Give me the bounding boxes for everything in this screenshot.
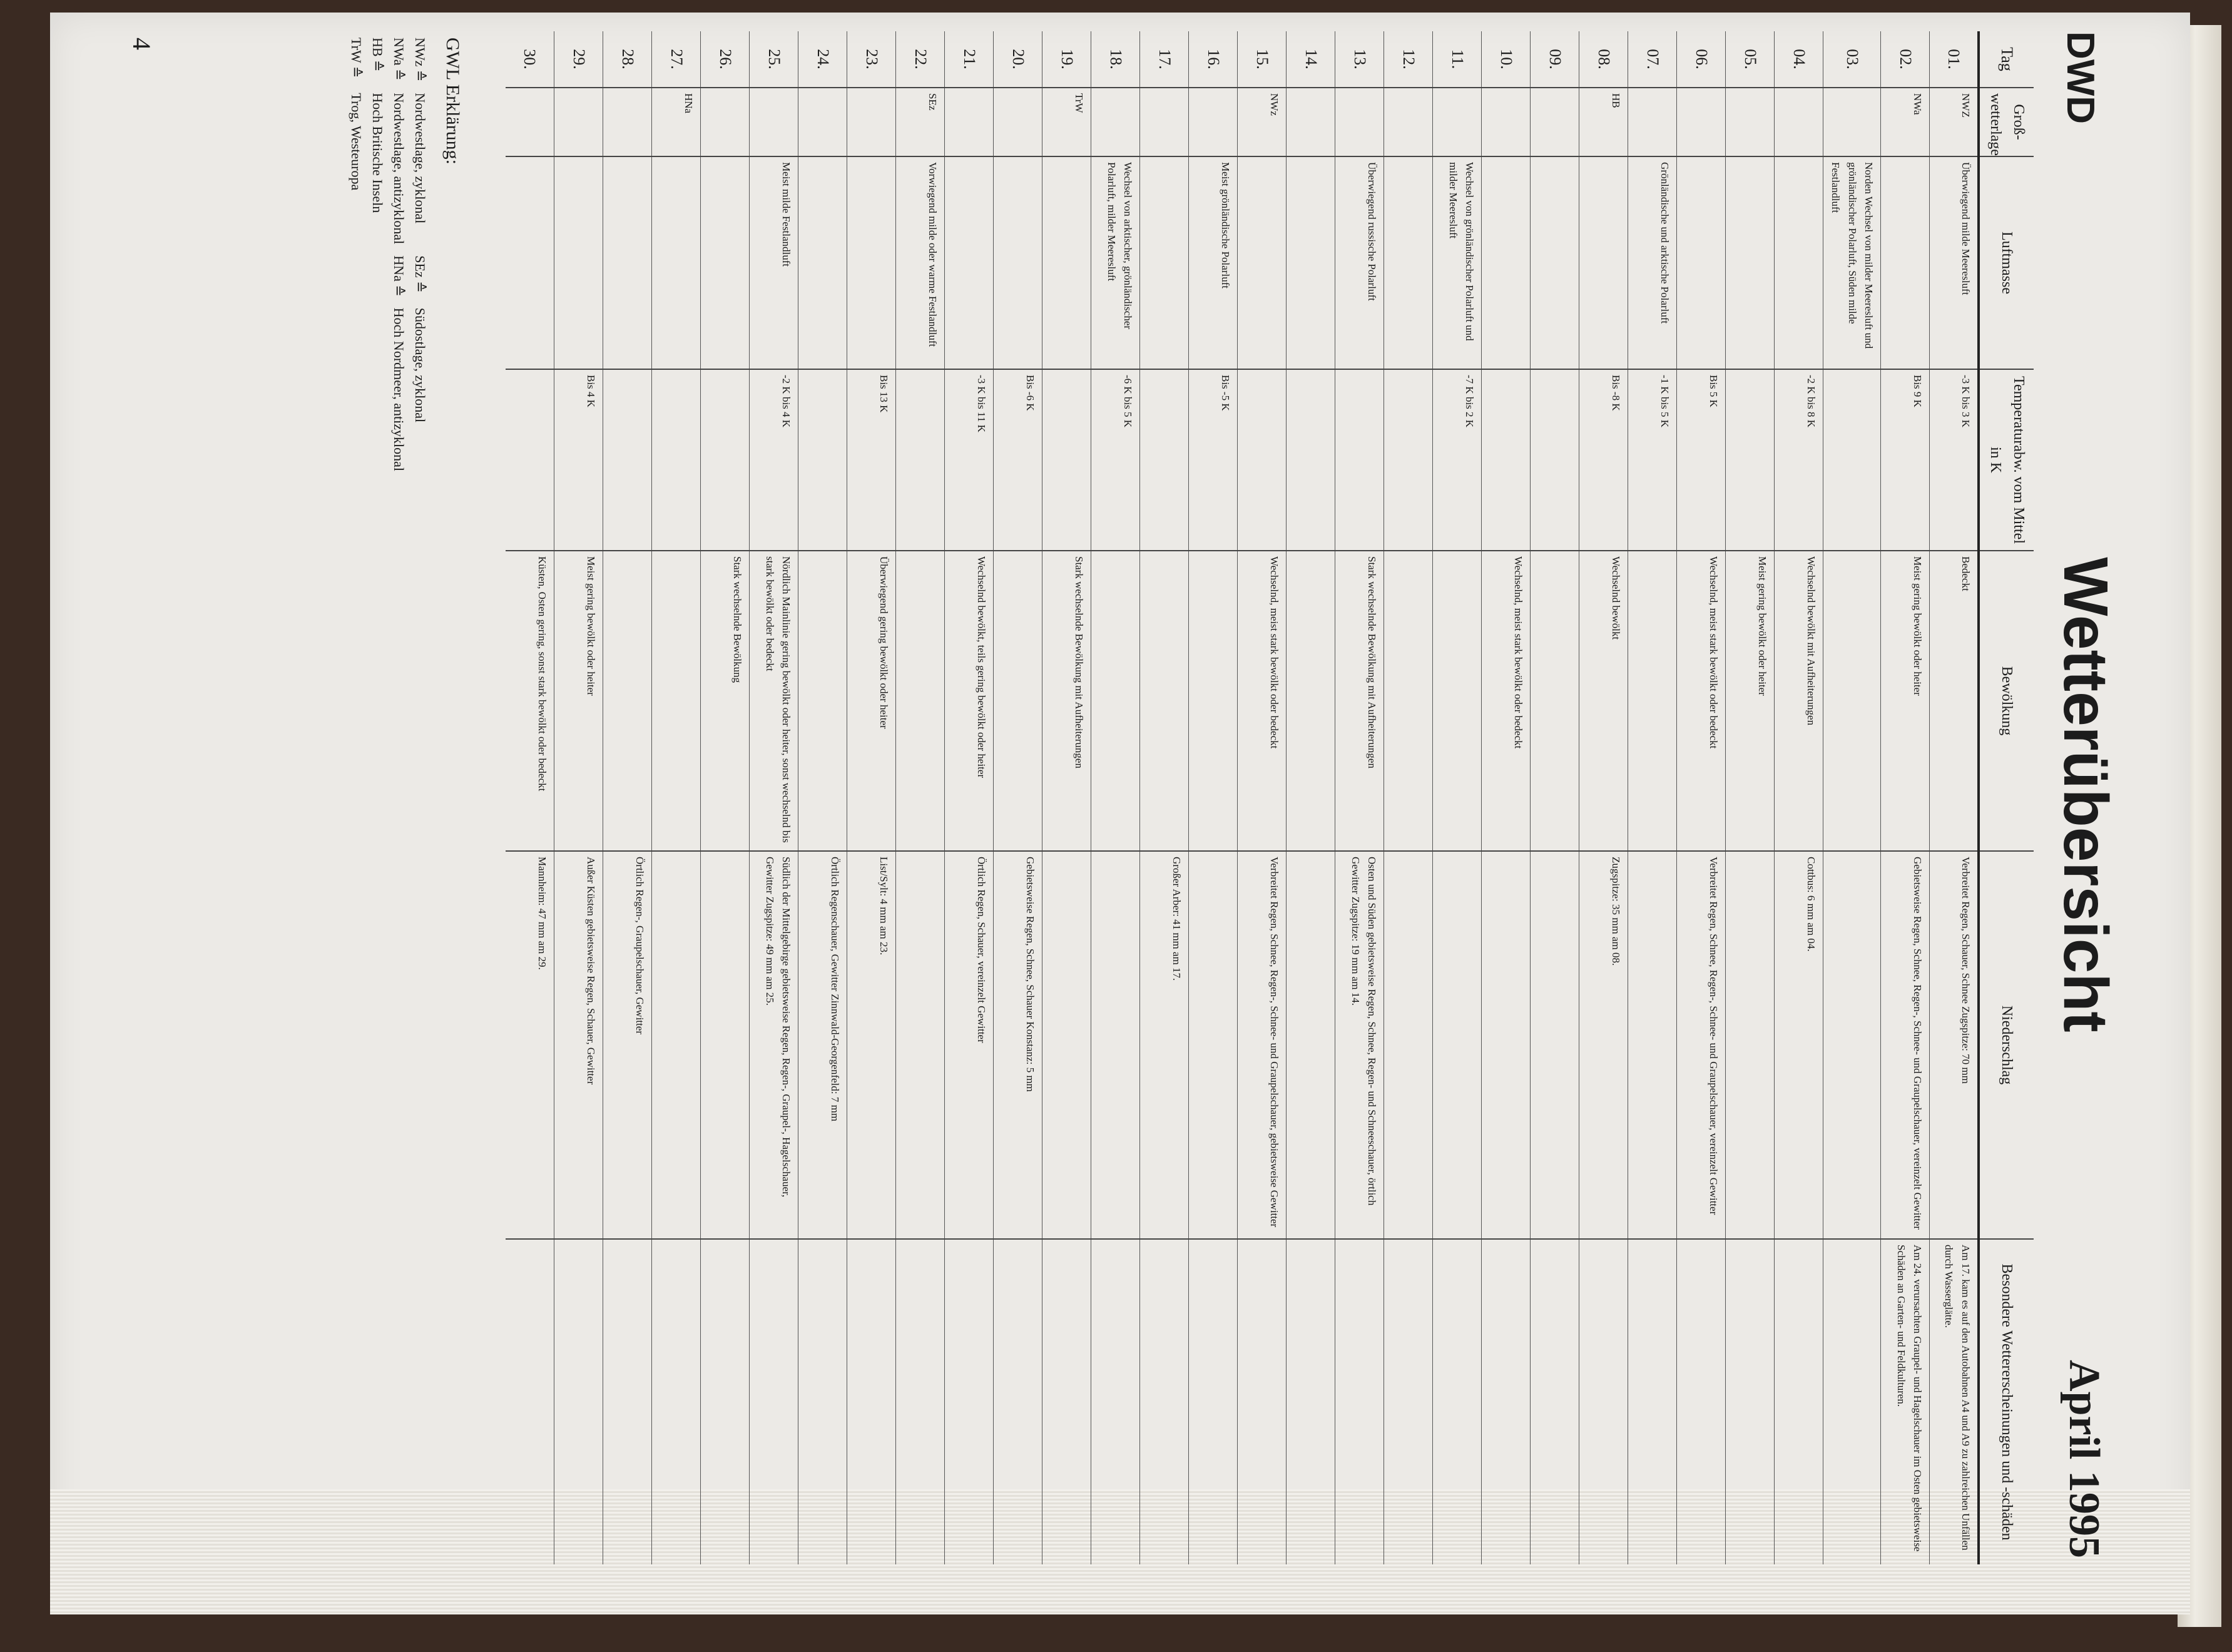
niederschlag-cell <box>1628 851 1677 1239</box>
besondere-cell <box>750 1239 798 1564</box>
bewoelkung-cell: Wechselnd, meist stark bewölkt oder bedeckt <box>1238 551 1287 851</box>
temperatur-cell <box>603 369 652 551</box>
luftmasse-cell: Meist grönländische Polarluft <box>1189 156 1238 369</box>
luftmasse-cell <box>554 156 603 369</box>
gwl-cell: NWz <box>1238 88 1287 156</box>
temperatur-cell <box>1042 369 1091 551</box>
temperatur-cell <box>1531 369 1579 551</box>
bewoelkung-cell: Stark wechselnde Bewölkung mit Aufheiterungen <box>1335 551 1384 851</box>
weather-table <box>506 31 2034 1564</box>
bewoelkung-cell: Überwiegend gering bewölkt oder heiter <box>847 551 896 851</box>
gwl-cell <box>847 88 896 156</box>
gwl-cell <box>603 88 652 156</box>
temperatur-cell: -6 K bis 5 K <box>1091 369 1140 551</box>
temperatur-cell <box>1482 369 1531 551</box>
day-cell: 23. <box>847 31 896 88</box>
niederschlag-cell: List/Sylt: 4 mm am 23. <box>847 851 896 1239</box>
gwl-cell <box>1189 88 1238 156</box>
table-row <box>1140 31 1189 1564</box>
luftmasse-cell: Grönländische und arktische Polarluft <box>1628 156 1677 369</box>
besondere-cell <box>554 1239 603 1564</box>
temperatur-cell <box>1238 369 1287 551</box>
temperatur-cell: Bis -5 K <box>1189 369 1238 551</box>
luftmasse-cell <box>1042 156 1091 369</box>
besondere-cell <box>1042 1239 1091 1564</box>
niederschlag-cell: Örtlich Regen, Schauer, vereinzelt Gewitter <box>945 851 994 1239</box>
gwl-cell <box>994 88 1042 156</box>
besondere-cell <box>1238 1239 1287 1564</box>
legend-text2 <box>345 308 367 482</box>
temperatur-cell: -1 K bis 5 K <box>1628 369 1677 551</box>
table-row <box>945 31 994 1564</box>
gwl-cell <box>1628 88 1677 156</box>
besondere-cell <box>945 1239 994 1564</box>
besondere-cell <box>652 1239 701 1564</box>
table-row <box>994 31 1042 1564</box>
bewoelkung-cell <box>1384 551 1433 851</box>
day-cell: 13. <box>1335 31 1384 88</box>
luftmasse-cell <box>945 156 994 369</box>
besondere-cell <box>701 1239 750 1564</box>
niederschlag-cell <box>1091 851 1140 1239</box>
gwl-cell: HB <box>1579 88 1628 156</box>
besondere-cell <box>1677 1239 1726 1564</box>
gwl-cell <box>1384 88 1433 156</box>
luftmasse-cell: Norden Wechsel von milder Meeresluft und grönländischer Polarluft, Süden milde Festlandluft <box>1823 156 1881 369</box>
niederschlag-cell <box>896 851 945 1239</box>
besondere-cell <box>1531 1239 1579 1564</box>
legend-code2: HNa ≙ <box>391 255 407 297</box>
niederschlag-cell <box>1384 851 1433 1239</box>
gwl-cell <box>1775 88 1823 156</box>
bewoelkung-cell: Küsten, Osten gering, sonst stark bewölkt oder bedeckt <box>506 551 554 851</box>
besondere-cell <box>896 1239 945 1564</box>
luftmasse-cell <box>1238 156 1287 369</box>
day-cell: 21. <box>945 31 994 88</box>
niederschlag-cell: Verbreitet Regen, Schnee, Regen-, Schnee- und Graupelschauer, vereinzelt Gewitter <box>1677 851 1726 1239</box>
day-cell: 16. <box>1189 31 1238 88</box>
table-row <box>1287 31 1335 1564</box>
luftmasse-cell: Überwiegend milde Meeresluft <box>1930 156 1979 369</box>
page-number: 4 <box>128 38 156 50</box>
besondere-cell <box>1287 1239 1335 1564</box>
temperatur-cell: -3 K bis 3 K <box>1930 369 1979 551</box>
luftmasse-cell <box>1384 156 1433 369</box>
day-cell: 24. <box>798 31 847 88</box>
niederschlag-cell <box>652 851 701 1239</box>
day-cell: 04. <box>1775 31 1823 88</box>
day-cell: 26. <box>701 31 750 88</box>
legend-code: NWz ≙ <box>412 38 428 82</box>
day-cell: 15. <box>1238 31 1287 88</box>
bewoelkung-cell <box>1628 551 1677 851</box>
table-body <box>506 31 1979 1564</box>
luftmasse-cell: Meist milde Festlandluft <box>750 156 798 369</box>
temperatur-cell: -2 K bis 8 K <box>1775 369 1823 551</box>
besondere-cell <box>847 1239 896 1564</box>
table-row <box>798 31 847 1564</box>
temperatur-cell <box>1287 369 1335 551</box>
bewoelkung-cell: Wechselnd bewölkt, teils gering bewölkt oder heiter <box>945 551 994 851</box>
table-row <box>1726 31 1775 1564</box>
temperatur-cell: Bis 13 K <box>847 369 896 551</box>
niederschlag-cell: Osten und Süden gebietsweise Regen, Schnee, Regen- und Schneeschauer, örtlich Gewitter Zugspitze: 19 mm am 14. <box>1335 851 1384 1239</box>
gwl-cell <box>750 88 798 156</box>
bewoelkung-cell <box>1189 551 1238 851</box>
niederschlag-cell <box>1823 851 1881 1239</box>
luftmasse-cell <box>1482 156 1531 369</box>
gwl-cell <box>1433 88 1482 156</box>
luftmasse-cell <box>1775 156 1823 369</box>
day-cell: 17. <box>1140 31 1189 88</box>
gwl-cell <box>701 88 750 156</box>
niederschlag-cell: Verbreitet Regen, Schnee, Regen-, Schnee- und Graupelschauer, gebietsweise Gewitter <box>1238 851 1287 1239</box>
besondere-cell <box>994 1239 1042 1564</box>
temperatur-cell <box>798 369 847 551</box>
bewoelkung-cell: Meist gering bewölkt oder heiter <box>1881 551 1930 851</box>
bewoelkung-cell <box>1091 551 1140 851</box>
legend-row <box>409 38 431 482</box>
legend-text: Hoch Britische Inseln <box>370 93 385 213</box>
table-row <box>1823 31 1881 1564</box>
column-header-luftmasse: Luftmasse <box>1979 156 2034 369</box>
gwl-cell <box>1677 88 1726 156</box>
table-row <box>1775 31 1823 1564</box>
bewoelkung-cell: Stark wechselnde Bewölkung mit Aufheiterungen <box>1042 551 1091 851</box>
luftmasse-cell: Wechsel von grönländischer Polarluft und milder Meeresluft <box>1433 156 1482 369</box>
table-row <box>1628 31 1677 1564</box>
table-row <box>1189 31 1238 1564</box>
legend-code2 <box>345 255 367 307</box>
temperatur-cell: -2 K bis 4 K <box>750 369 798 551</box>
besondere-cell <box>1482 1239 1531 1564</box>
table-row <box>896 31 945 1564</box>
luftmasse-cell <box>701 156 750 369</box>
gwl-cell <box>1726 88 1775 156</box>
temperatur-cell <box>1823 369 1881 551</box>
niederschlag-cell: Mannheim: 47 mm am 29. <box>506 851 554 1239</box>
column-header-gwl: Groß-wetterlage <box>1979 88 2034 156</box>
legend-text: Nordwestlage, zyklonal <box>412 93 428 224</box>
niederschlag-cell: Außer Küsten gebietsweise Regen, Schauer, Gewitter <box>554 851 603 1239</box>
niederschlag-cell: Zugspitze: 35 mm am 08. <box>1579 851 1628 1239</box>
legend-row <box>345 38 367 482</box>
temperatur-cell <box>652 369 701 551</box>
bewoelkung-cell <box>1433 551 1482 851</box>
temperatur-cell: Bis 5 K <box>1677 369 1726 551</box>
legend-title: GWL Erklärung: <box>442 38 463 165</box>
bewoelkung-cell <box>652 551 701 851</box>
day-cell: 09. <box>1531 31 1579 88</box>
besondere-cell <box>1433 1239 1482 1564</box>
luftmasse-cell <box>994 156 1042 369</box>
temperatur-cell: Bis -8 K <box>1579 369 1628 551</box>
luftmasse-cell <box>1579 156 1628 369</box>
rotated-content <box>50 19 2128 1571</box>
temperatur-cell <box>1384 369 1433 551</box>
day-cell: 28. <box>603 31 652 88</box>
niederschlag-cell <box>1287 851 1335 1239</box>
niederschlag-cell <box>1531 851 1579 1239</box>
legend-body <box>345 38 431 482</box>
column-header-niederschlag: Niederschlag <box>1979 851 2034 1239</box>
bewoelkung-cell: Wechselnd, meist stark bewölkt oder bedeckt <box>1677 551 1726 851</box>
gwl-cell <box>506 88 554 156</box>
gwl-cell <box>1091 88 1140 156</box>
legend-row <box>388 38 409 482</box>
column-header-temperatur: Temperaturabw. vom Mittel in K <box>1979 369 2034 551</box>
niederschlag-cell <box>701 851 750 1239</box>
dwd-label: DWD <box>2059 31 2102 125</box>
legend-text2: Südostlage, zyklonal <box>412 307 428 423</box>
temperatur-cell <box>1726 369 1775 551</box>
day-cell: 05. <box>1726 31 1775 88</box>
table-row <box>1335 31 1384 1564</box>
table-row <box>1042 31 1091 1564</box>
besondere-cell <box>1189 1239 1238 1564</box>
bewoelkung-cell: Wechselnd, meist stark bewölkt oder bedeckt <box>1482 551 1531 851</box>
bewoelkung-cell: Meist gering bewölkt oder heiter <box>1726 551 1775 851</box>
legend-text2: Hoch Nordmeer, antizyklonal <box>391 307 407 471</box>
temperatur-cell: -3 K bis 11 K <box>945 369 994 551</box>
gwl-cell: NWa <box>1881 88 1930 156</box>
day-cell: 14. <box>1287 31 1335 88</box>
gwl-cell: TrW <box>1042 88 1091 156</box>
column-header-bewoelkung: Bewölkung <box>1979 551 2034 851</box>
legend-code: HB ≙ <box>370 38 385 72</box>
luftmasse-cell: Vorwiegend milde oder warme Festlandluft <box>896 156 945 369</box>
day-cell: 20. <box>994 31 1042 88</box>
luftmasse-cell <box>652 156 701 369</box>
niederschlag-cell: Verbreitet Regen, Schauer, Schnee Zugspitze: 70 mm <box>1930 851 1979 1239</box>
niederschlag-cell: Örtlich Regenschauer, Gewitter Zinnwald-Georgenfeld: 7 mm <box>798 851 847 1239</box>
luftmasse-cell <box>506 156 554 369</box>
legend-code2 <box>367 255 388 307</box>
gwl-cell: SEz <box>896 88 945 156</box>
table-row <box>701 31 750 1564</box>
column-header-tag: Tag <box>1979 31 2034 88</box>
gwl-cell <box>1823 88 1881 156</box>
legend-text: Nordwestlage, antizyklonal <box>391 93 407 245</box>
gwl-legend <box>345 38 463 482</box>
day-cell: 01. <box>1930 31 1979 88</box>
month-label: April 1995 <box>2060 1360 2108 1558</box>
table-row <box>1091 31 1140 1564</box>
table-row <box>1433 31 1482 1564</box>
luftmasse-cell <box>1531 156 1579 369</box>
bewoelkung-cell <box>603 551 652 851</box>
gwl-cell <box>1531 88 1579 156</box>
niederschlag-cell: Cottbus: 6 mm am 04. <box>1775 851 1823 1239</box>
niederschlag-cell <box>1189 851 1238 1239</box>
temperatur-cell: Bis -6 K <box>994 369 1042 551</box>
table-row <box>1238 31 1287 1564</box>
temperatur-cell <box>701 369 750 551</box>
besondere-cell <box>1091 1239 1140 1564</box>
table-row <box>1384 31 1433 1564</box>
niederschlag-cell <box>1042 851 1091 1239</box>
niederschlag-cell: Gebietsweise Regen, Schnee, Regen-, Schnee- und Graupelschauer, vereinzelt Gewitter <box>1881 851 1930 1239</box>
gwl-cell: NWZ <box>1930 88 1979 156</box>
luftmasse-cell <box>1287 156 1335 369</box>
day-cell: 18. <box>1091 31 1140 88</box>
table-header-row <box>1979 31 2034 1564</box>
bewoelkung-cell <box>1531 551 1579 851</box>
luftmasse-cell <box>1726 156 1775 369</box>
day-cell: 25. <box>750 31 798 88</box>
table-row <box>847 31 896 1564</box>
besondere-cell <box>1335 1239 1384 1564</box>
temperatur-cell: Bis 9 K <box>1881 369 1930 551</box>
besondere-cell <box>1628 1239 1677 1564</box>
temperatur-cell <box>1335 369 1384 551</box>
bewoelkung-cell <box>994 551 1042 851</box>
bewoelkung-cell: Wechselnd bewölkt <box>1579 551 1628 851</box>
niederschlag-cell: Großer Arber: 41 mm am 17. <box>1140 851 1189 1239</box>
gwl-cell <box>1335 88 1384 156</box>
luftmasse-cell <box>603 156 652 369</box>
niederschlag-cell: Örtlich Regen-, Graupelschauer, Gewitter <box>603 851 652 1239</box>
gwl-cell <box>798 88 847 156</box>
niederschlag-cell: Südlich der Mittelgebirge gebietsweise Regen, Regen-, Graupel-, Hagelschauer, Gewitter Zugspitze: 49 mm am 25. <box>750 851 798 1239</box>
column-header-besondere: Besondere Wettererscheinungen und -schäden <box>1979 1239 2034 1564</box>
legend-code: NWa ≙ <box>391 38 407 81</box>
bewoelkung-cell <box>1823 551 1881 851</box>
table-row <box>1579 31 1628 1564</box>
niederschlag-cell <box>1726 851 1775 1239</box>
table-row <box>603 31 652 1564</box>
legend-text: Trog, Westeuropa <box>349 93 364 191</box>
besondere-cell <box>1140 1239 1189 1564</box>
besondere-cell <box>1579 1239 1628 1564</box>
luftmasse-cell <box>1881 156 1930 369</box>
bewoelkung-cell <box>1140 551 1189 851</box>
niederschlag-cell <box>1482 851 1531 1239</box>
besondere-cell <box>1384 1239 1433 1564</box>
bewoelkung-cell: Stark wechselnde Bewölkung <box>701 551 750 851</box>
day-cell: 12. <box>1384 31 1433 88</box>
bewoelkung-cell: Meist gering bewölkt oder heiter <box>554 551 603 851</box>
luftmasse-cell <box>847 156 896 369</box>
temperatur-cell <box>1140 369 1189 551</box>
luftmasse-cell <box>1677 156 1726 369</box>
bewoelkung-cell <box>798 551 847 851</box>
besondere-cell <box>506 1239 554 1564</box>
luftmasse-cell: Überwiegend russische Polarluft <box>1335 156 1384 369</box>
day-cell: 27. <box>652 31 701 88</box>
table-row <box>750 31 798 1564</box>
gwl-cell <box>1287 88 1335 156</box>
gwl-cell <box>1482 88 1531 156</box>
table-row <box>506 31 554 1564</box>
day-cell: 02. <box>1881 31 1930 88</box>
bewoelkung-cell <box>1287 551 1335 851</box>
temperatur-cell <box>896 369 945 551</box>
table-row <box>554 31 603 1564</box>
legend-code: TrW ≙ <box>349 38 364 78</box>
table-row <box>1482 31 1531 1564</box>
besondere-cell <box>1726 1239 1775 1564</box>
bewoelkung-cell <box>896 551 945 851</box>
gwl-cell: HNa <box>652 88 701 156</box>
bewoelkung-cell: Bedeckt <box>1930 551 1979 851</box>
table-row <box>1677 31 1726 1564</box>
besondere-cell <box>1775 1239 1823 1564</box>
besondere-cell: Am 24. verursachten Graupel- und Hagelschauer im Osten gebietsweise Schäden an Garten- und Feldkulturen. <box>1881 1239 1930 1564</box>
legend-row <box>367 38 388 482</box>
gwl-cell <box>1140 88 1189 156</box>
niederschlag-cell: Gebietsweise Regen, Schnee, Schauer Konstanz: 5 mm <box>994 851 1042 1239</box>
legend-text2 <box>367 308 388 482</box>
day-cell: 10. <box>1482 31 1531 88</box>
day-cell: 03. <box>1823 31 1881 88</box>
table-row <box>1930 31 1979 1564</box>
temperatur-cell <box>506 369 554 551</box>
page-title: Wetterübersicht <box>2051 557 2121 1032</box>
bewoelkung-cell: Nördlich Mainlinie gering bewölkt oder heiter, sonst wechselnd bis stark bewölkt oder bedeckt <box>750 551 798 851</box>
day-cell: 11. <box>1433 31 1482 88</box>
day-cell: 22. <box>896 31 945 88</box>
day-cell: 08. <box>1579 31 1628 88</box>
besondere-cell <box>603 1239 652 1564</box>
table-row <box>1881 31 1930 1564</box>
temperatur-cell: -7 K bis 2 K <box>1433 369 1482 551</box>
legend-table <box>345 38 431 482</box>
besondere-cell: Am 17. kam es auf den Autobahnen A4 und A9 zu zahlreichen Unfällen durch Wasserglätte. <box>1930 1239 1979 1564</box>
gwl-cell <box>554 88 603 156</box>
day-cell: 07. <box>1628 31 1677 88</box>
besondere-cell <box>798 1239 847 1564</box>
niederschlag-cell <box>1433 851 1482 1239</box>
luftmasse-cell: Wechsel von arktischer, grönländischer Polarluft, milder Meeresluft <box>1091 156 1140 369</box>
besondere-cell <box>1823 1239 1881 1564</box>
temperatur-cell: Bis 4 K <box>554 369 603 551</box>
legend-code2: SEz ≙ <box>412 255 428 293</box>
day-cell: 29. <box>554 31 603 88</box>
gwl-cell <box>945 88 994 156</box>
day-cell: 30. <box>506 31 554 88</box>
table-row <box>652 31 701 1564</box>
bewoelkung-cell: Wechselnd bewölkt mit Aufheiterungen <box>1775 551 1823 851</box>
day-cell: 19. <box>1042 31 1091 88</box>
table-row <box>1531 31 1579 1564</box>
luftmasse-cell <box>1140 156 1189 369</box>
luftmasse-cell <box>798 156 847 369</box>
day-cell: 06. <box>1677 31 1726 88</box>
